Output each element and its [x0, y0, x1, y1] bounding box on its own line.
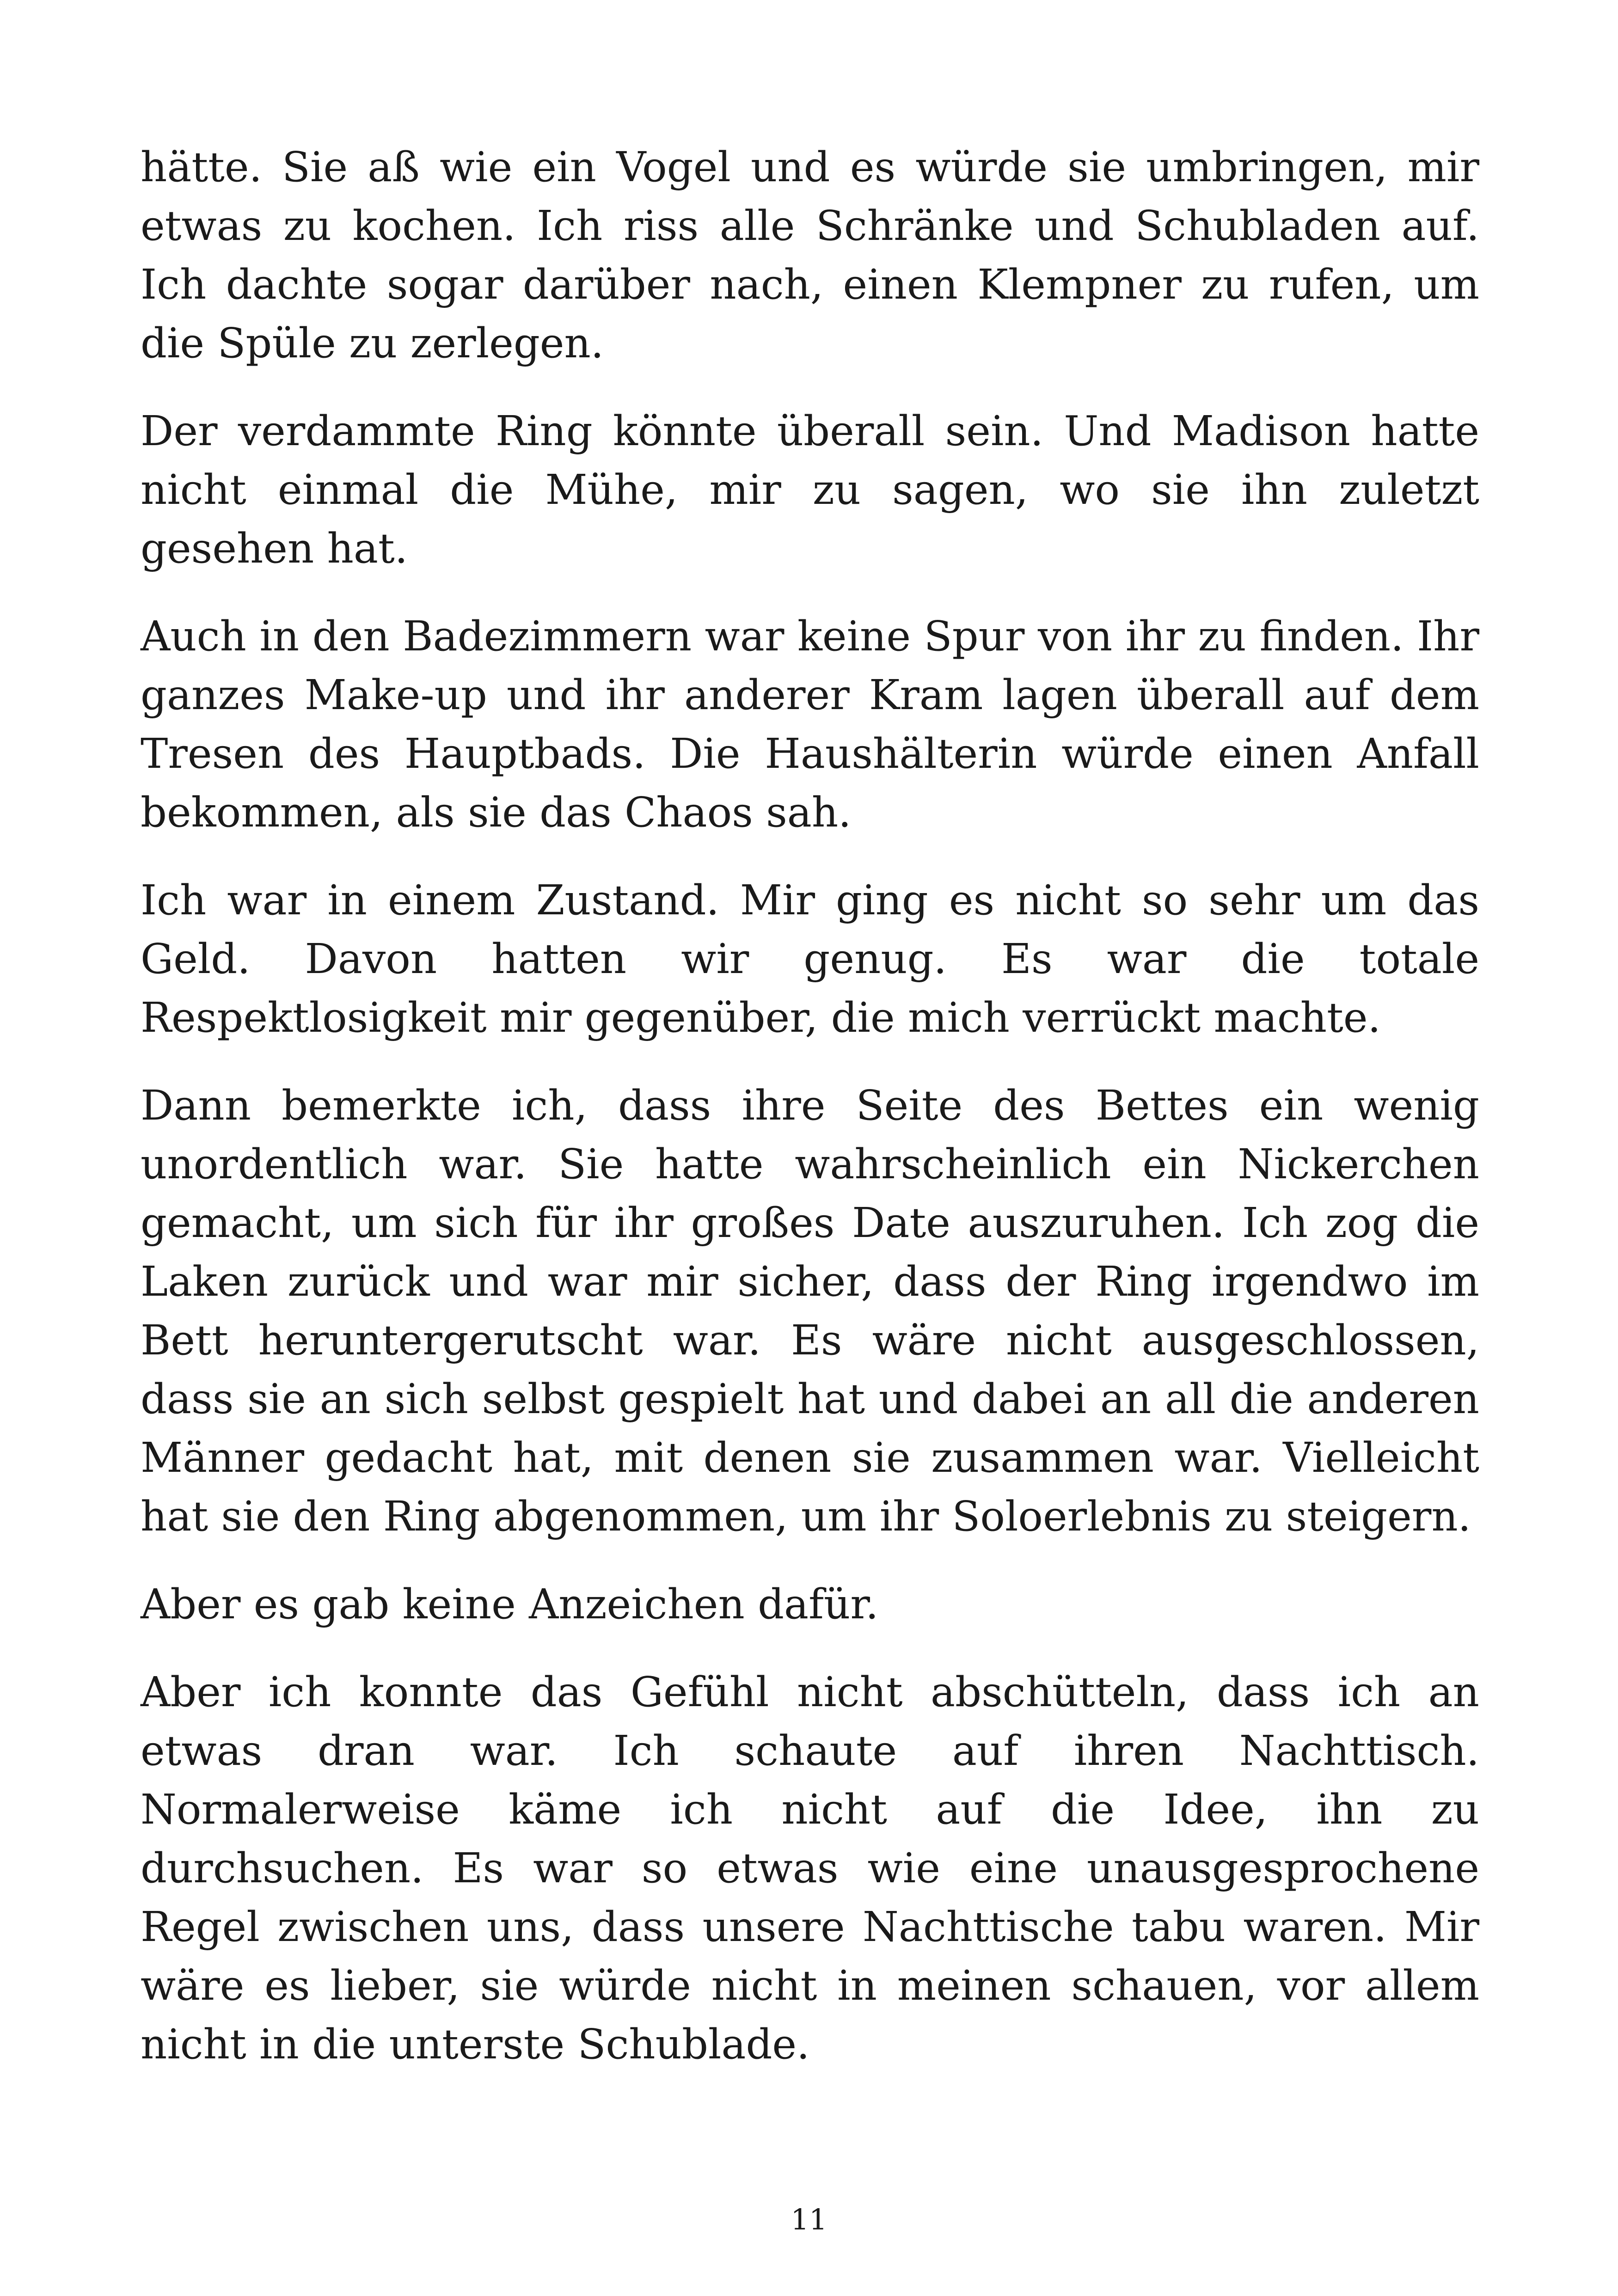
paragraph-3: Auch in den Badezimmern war keine Spur von ihr zu finden. Ihr ganzes Make-up und ihr anderer Kram lagen überall auf dem Tresen des Hauptbads. Die Haushälterin würde einen Anfall bekommen, als sie das Chaos sah. — [141, 612, 1479, 836]
paragraph-1: hätte. Sie aß wie ein Vogel und es würde sie umbringen, mir etwas zu kochen. Ich riss alle Schränke und Schubladen auf. Ich dachte sogar darüber nach, einen Klempner zu rufen, um die Spüle zu zerlegen. — [141, 143, 1479, 367]
paragraph-2: Der verdammte Ring könnte überall sein. Und Madison hatte nicht einmal die Mühe, mir zu sagen, wo sie ihn zuletzt gesehen hat. — [141, 407, 1479, 572]
paragraph-5: Dann bemerkte ich, dass ihre Seite des Bettes ein wenig unordentlich war. Sie hatte wahrscheinlich ein Nickerchen gemacht, um sich für ihr großes Date auszuruhen. Ich zog die Laken zurück und war mir sicher, dass der Ring irgendwo im Bett heruntergerutscht war. Es wäre nicht ausgeschlossen, dass sie an sich selbst gespielt hat und dabei an all die anderen Männer gedacht hat, mit denen sie zusammen war. Vielleicht hat sie den Ring abgenommen, um ihr Soloerlebnis zu steigern. — [141, 1081, 1479, 1540]
paragraph-6: Aber es gab keine Anzeichen dafür. — [141, 1580, 879, 1628]
paragraph-4: Ich war in einem Zustand. Mir ging es nicht so sehr um das Geld. Davon hatten wir genug. Es war die totale Respektlosigkeit mir gegenüber, die mich verrückt machte. — [141, 876, 1479, 1041]
body-text — [141, 138, 1479, 2103]
paragraph-7: Aber ich konnte das Gefühl nicht abschütteln, dass ich an etwas dran war. Ich schaute auf ihren Nachttisch. Normalerweise käme ich nicht auf die Idee, ihn zu durchsuchen. Es war so etwas wie eine unausgesprochene Regel zwischen uns, dass unsere Nachttische tabu waren. Mir wäre es lieber, sie würde nicht in meinen schauen, vor allem nicht in die unterste Schublade. — [141, 1668, 1479, 2068]
page-number: 11 — [791, 2203, 827, 2236]
